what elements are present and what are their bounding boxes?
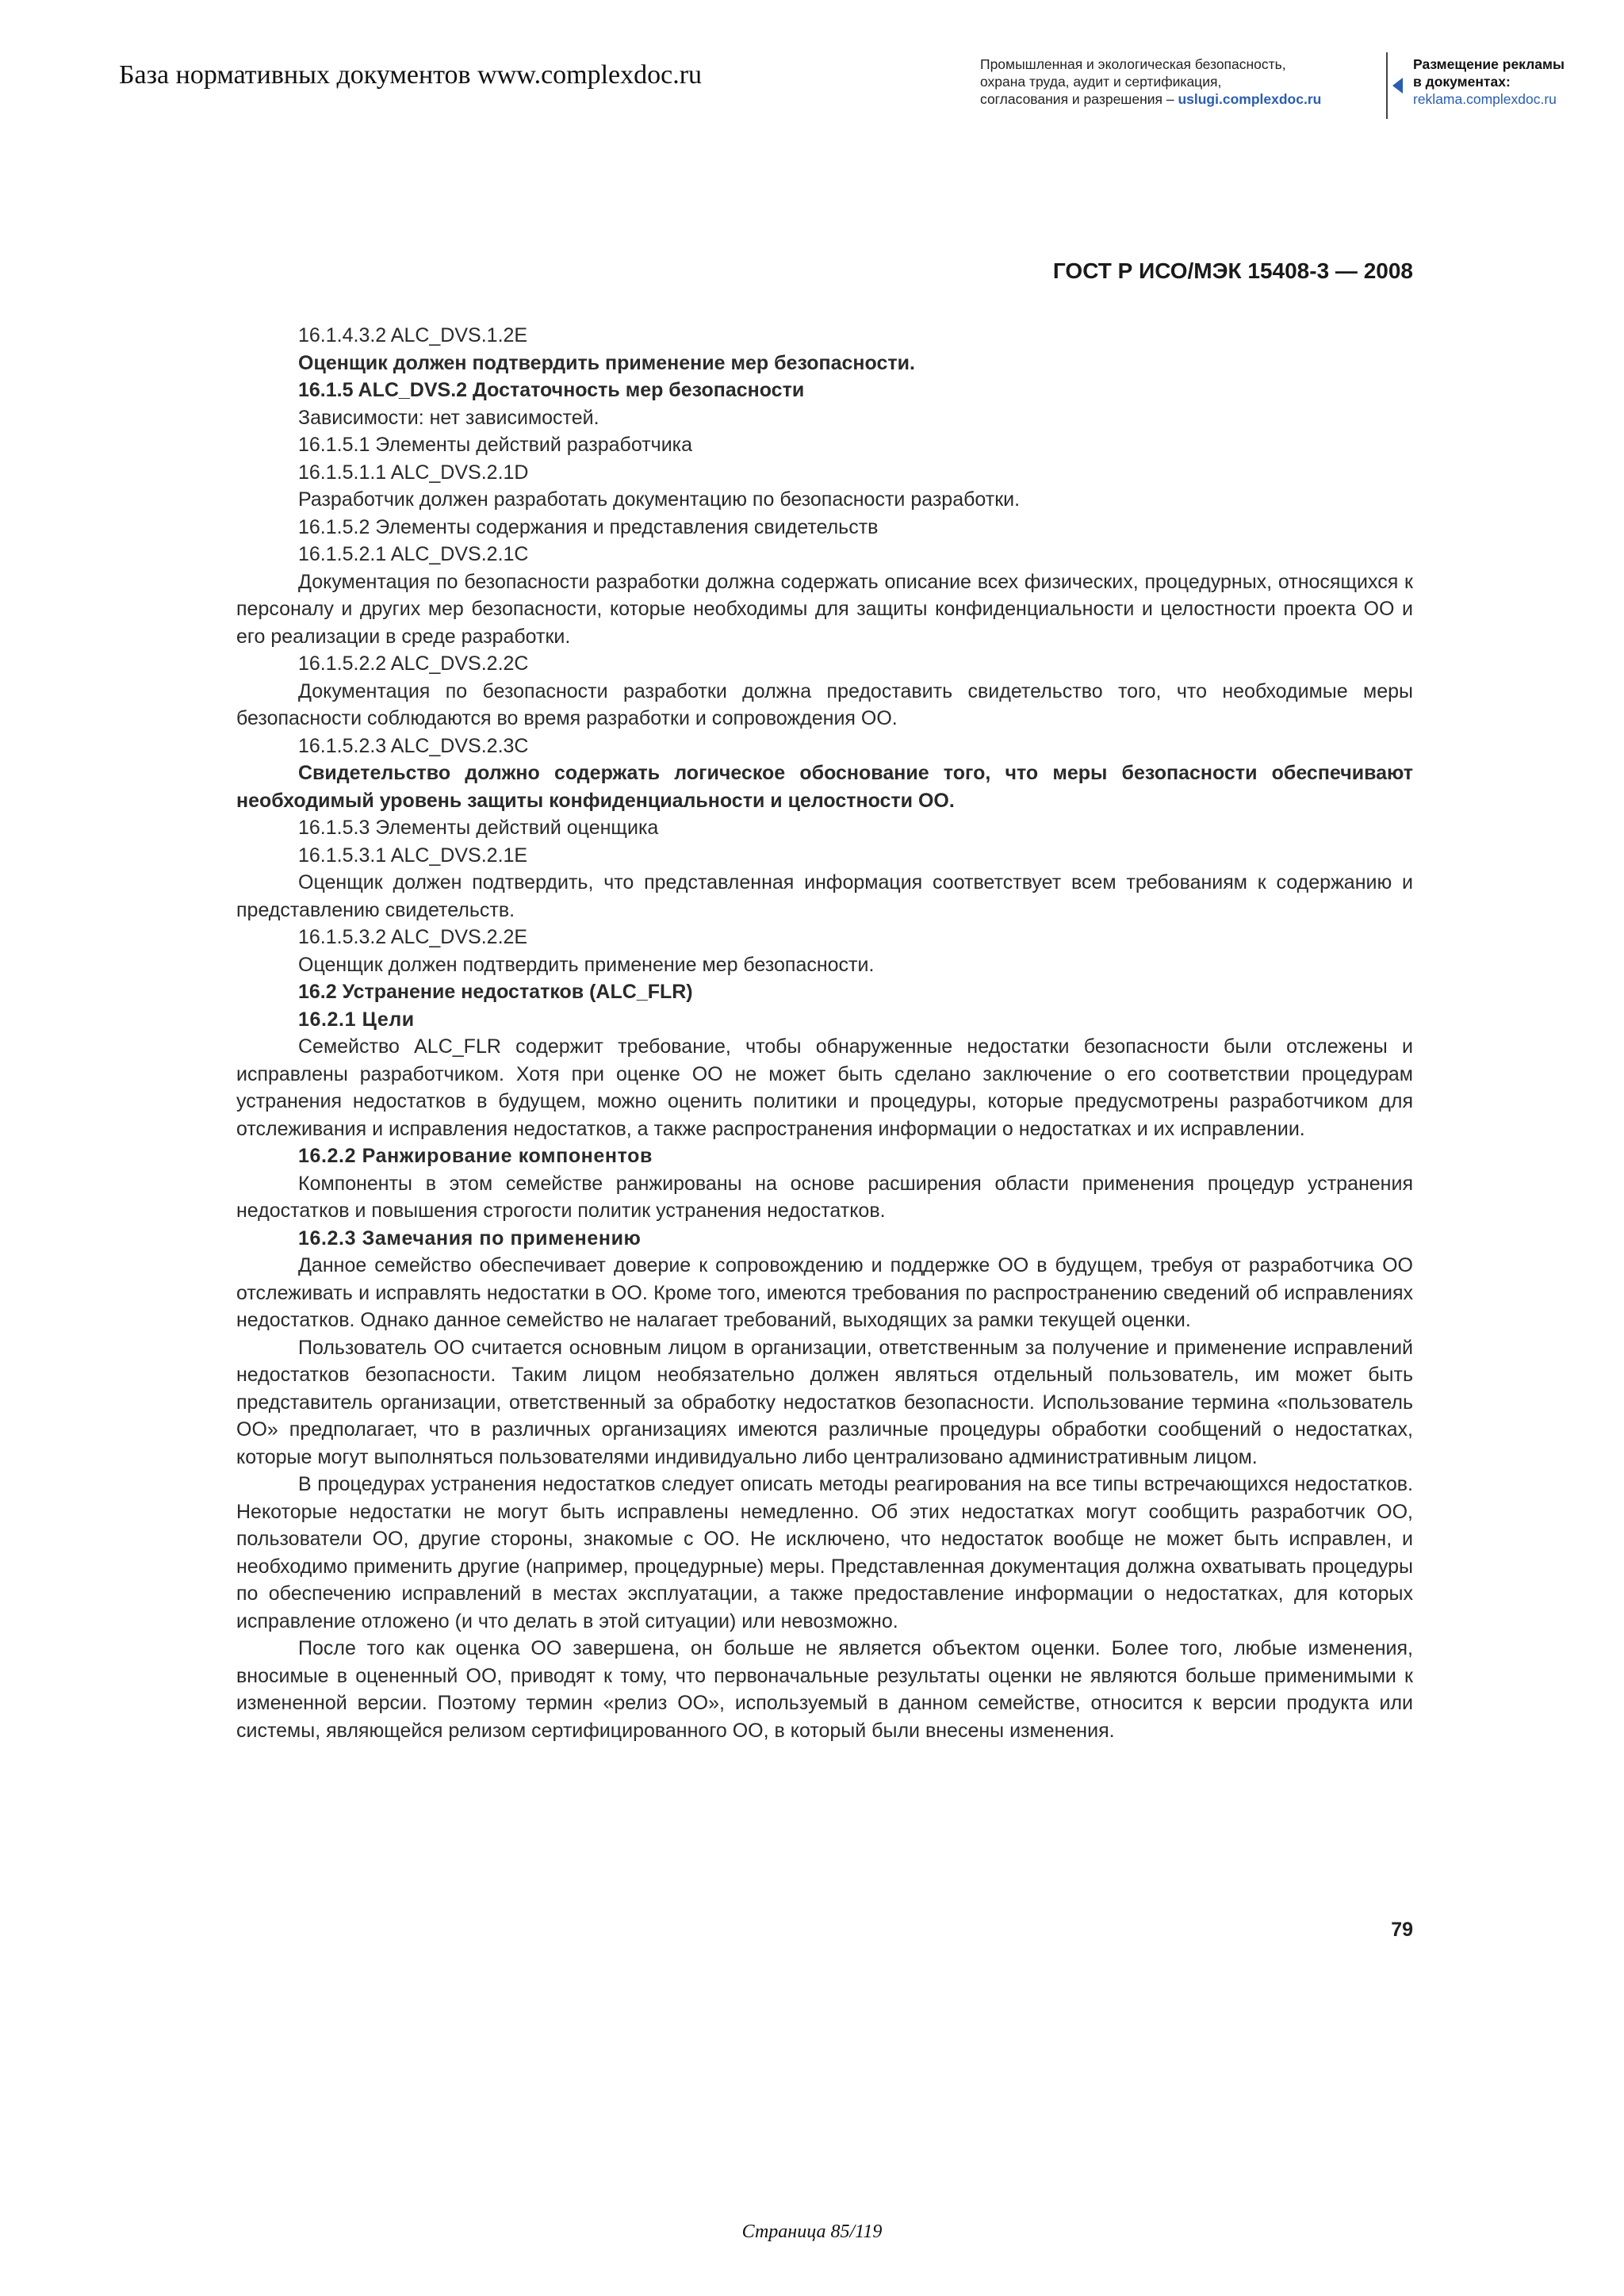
section-heading: 16.2 Устранение недостатков (ALC_FLR) (298, 981, 693, 1003)
paragraph: Семейство ALC_FLR содержит требование, чтобы обнаруженные недостатки безопасности были отслежены и исправлены разработчиком. Хотя при оценке ОО не может быть сделано заключение о его соответствии процедурам устранения недостатков в будущем, можно оценить политики и процедуры, которые предусмотрены разработчиком для отслеживания и исправления недостатков, а также распространения информации о недостатках и их исправлении. (236, 1035, 1413, 1140)
paragraph: После того как оценка ОО завершена, он больше не является объектом оценки. Более того, любые изменения, вносимые в оцененный ОО, приводят к тому, что первоначальные результаты оценки не являются больше применимыми к измененной версии. Поэтому термин «релиз ОО», используемый в данном семействе, относится к версии продукта или системы, являющейся релизом сертифицированного ОО, в который были внесены изменения. (236, 1637, 1413, 1742)
clause-id: 16.1.4.3.2 ALC_DVS.1.2E (298, 324, 528, 346)
subsection-heading: 16.2.2 Ранжирование компонентов (298, 1145, 653, 1167)
paragraph: Документация по безопасности разработки должна предоставить свидетельство того, что необходимые меры безопасности соблюдаются во время разработки и сопровождения ОО. (236, 679, 1413, 729)
ad-services-link[interactable]: uslugi.complexdoc.ru (1178, 91, 1322, 107)
ad-services[interactable] (980, 55, 1377, 108)
clause-id: 16.1.5.2 Элементы содержания и представления свидетельств (298, 515, 879, 538)
arrow-left-icon (1392, 78, 1403, 94)
paragraph: Документация по безопасности разработки должна содержать описание всех физических, процедурных, относящихся к персоналу и других мер безопасности, которые необходимы для защиты конфиденциальности и целостности проекта ОО и его реализации в среде разработки. (236, 570, 1413, 648)
ad-services-line: охрана труда, аудит и сертификация, (980, 74, 1222, 90)
paragraph: Оценщик должен подтвердить применение мер безопасности. (298, 953, 875, 976)
subsection-heading: 16.2.1 Цели (298, 1008, 415, 1031)
paragraph: Данное семейство обеспечивает доверие к сопровождению и поддержке ОО в будущем, требуя от разработчика ОО отслеживать и исправлять недостатки в ОО. Кроме того, имеются требования по распространению сведений об исправлениях недостатков. Однако данное семейство не налагает требований, выходящих за рамки текущей оценки. (236, 1254, 1413, 1331)
requirement-text: Оценщик должен подтвердить применение мер безопасности. (298, 351, 915, 374)
clause-id: 16.1.5.3.1 ALC_DVS.2.1E (298, 844, 528, 867)
ad-advertising-line: в документах: (1413, 74, 1511, 90)
clause-id: 16.1.5.2.1 ALC_DVS.2.1C (298, 543, 529, 565)
clause-id: 16.1.5.3.2 ALC_DVS.2.2E (298, 926, 528, 948)
ad-services-line: Промышленная и экологическая безопасность, (980, 56, 1286, 72)
clause-id: 16.1.5.1.1 ALC_DVS.2.1D (298, 461, 529, 484)
site-title: База нормативных документов www.complexdoc.ru (119, 60, 703, 90)
document-body (236, 322, 1413, 1744)
ad-advertising-link[interactable]: reklama.complexdoc.ru (1413, 91, 1557, 107)
clause-id: 16.1.5.2.2 ALC_DVS.2.2C (298, 652, 529, 675)
page-number: 79 (1391, 1919, 1413, 1941)
clause-id: 16.1.5.3 Элементы действий оценщика (298, 817, 659, 839)
section-heading: 16.1.5 ALC_DVS.2 Достаточность мер безопасности (298, 379, 805, 401)
ad-services-line (980, 90, 1377, 108)
ad-advertising[interactable] (1413, 55, 1611, 108)
page-footer: Страница 85/119 (741, 2221, 883, 2242)
paragraph: Компоненты в этом семействе ранжированы на основе расширения области применения процедур устранения недостатков и повышения строгости политик устранения недостатков. (236, 1172, 1413, 1222)
paragraph: Пользователь ОО считается основным лицом в организации, ответственным за получение и применение исправлений недостатков безопасности. Таким лицом необязательно должен являться отдельный пользователь, им может быть представитель организации, ответственный за обработку недостатков безопасности. Использование термина «пользователь ОО» предполагает, что в различных организациях имеются различные процедуры обработки сообщений о недостатках, которые могут выполняться пользователями индивидуально либо централизовано административным лицом. (236, 1336, 1413, 1468)
ad-divider (1386, 52, 1388, 119)
paragraph: Разработчик должен разработать документацию по безопасности разработки. (298, 488, 1021, 511)
clause-id: 16.1.5.1 Элементы действий разработчика (298, 434, 693, 456)
requirement-text: Свидетельство должно содержать логическое обоснование того, что меры безопасности обеспечивают необходимый уровень защиты конфиденциальности и целостности ОО. (236, 762, 1413, 812)
ad-advertising-line: Размещение рекламы (1413, 56, 1565, 72)
clause-id: 16.1.5.2.3 ALC_DVS.2.3C (298, 734, 529, 757)
paragraph: Зависимости: нет зависимостей. (298, 406, 599, 429)
subsection-heading: 16.2.3 Замечания по применению (298, 1226, 642, 1249)
document-code: ГОСТ Р ИСО/МЭК 15408-3 — 2008 (1052, 258, 1413, 283)
ad-services-prefix: согласования и разрешения – (980, 91, 1178, 107)
paragraph: В процедурах устранения недостатков следует описать методы реагирования на все типы встречающихся недостатков. Некоторые недостатки не могут быть исправлены немедленно. Об этих недостатках могут сообщить разработчик ОО, пользователи ОО, другие стороны, знакомые с ОО. Не исключено, что недостаток вообще не может быть исправлен, и необходимо применить другие (например, процедурные) меры. Представленная документация должна охватывать процедуры по обеспечению исправлений в местах эксплуатации, а также предоставление информации о недостатках, для которых исправление отложено (и что делать в этой ситуации) или невозможно. (236, 1473, 1413, 1632)
paragraph: Оценщик должен подтвердить, что представленная информация соответствует всем требованиям к содержанию и представлению свидетельств. (236, 871, 1413, 921)
